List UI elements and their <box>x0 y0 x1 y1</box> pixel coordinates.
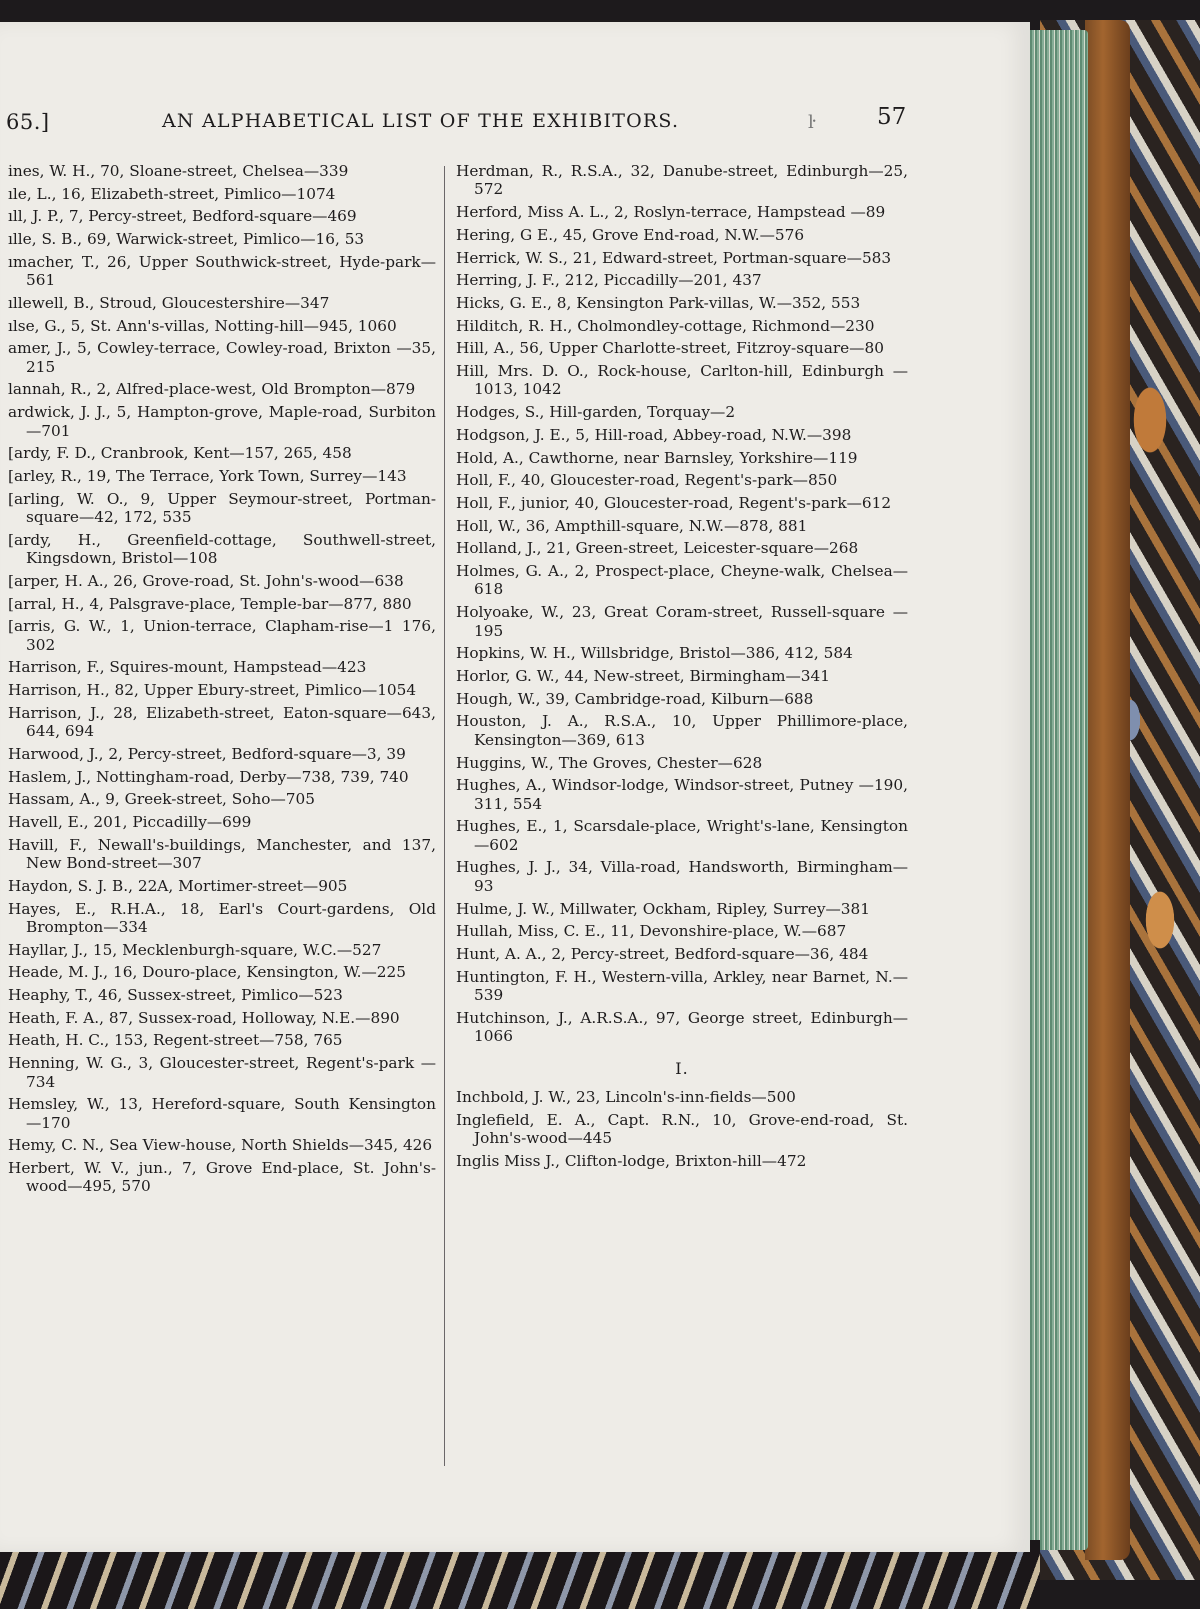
right-column <box>456 162 908 1174</box>
exhibitor-entry: Hughes, E., 1, Scarsdale-place, Wright's-lane, Kensington—602 <box>456 817 908 854</box>
exhibitor-entry: Hulme, J. W., Millwater, Ockham, Ripley, Surrey—381 <box>456 899 870 918</box>
exhibitor-entry: Harrison, J., 28, Elizabeth-street, Eaton-square—643, 644, 694 <box>8 703 436 741</box>
exhibitor-entry: Haslem, J., Nottingham-road, Derby—738, 739, 740 <box>8 767 409 786</box>
exhibitor-entry: Inglis Miss J., Clifton-lodge, Brixton-hill—472 <box>456 1151 807 1170</box>
book-cover-edge <box>1085 20 1130 1560</box>
exhibitor-entry: Horlor, G. W., 44, New-street, Birmingham—341 <box>456 666 830 685</box>
exhibitor-entry: Hullah, Miss, C. E., 11, Devonshire-place, W.—687 <box>456 922 847 941</box>
exhibitor-entry: Heath, H. C., 153, Regent-street—758, 765 <box>8 1031 343 1050</box>
exhibitor-entry: Inglefield, E. A., Capt. R.N., 10, Grove-end-road, St. John's-wood—445 <box>456 1110 908 1148</box>
exhibitor-entry: Herring, J. F., 212, Piccadilly—201, 437 <box>456 271 762 290</box>
exhibitor-entry: Holl, F., 40, Gloucester-road, Regent's-park—850 <box>456 471 838 490</box>
exhibitor-entry: [ardy, F. D., Cranbrook, Kent—157, 265, 458 <box>8 444 352 463</box>
exhibitor-entry: Huggins, W., The Groves, Chester—628 <box>456 753 763 772</box>
exhibitor-entry: Hayllar, J., 15, Mecklenburgh-square, W.C.—527 <box>8 940 382 959</box>
exhibitor-entry: Hodges, S., Hill-garden, Torquay—2 <box>456 403 736 422</box>
exhibitor-entry: ıllewell, B., Stroud, Gloucestershire—347 <box>8 293 330 312</box>
exhibitor-entry: Hopkins, W. H., Willsbridge, Bristol—386, 412, 584 <box>456 644 853 663</box>
exhibitor-entry: Hill, A., 56, Upper Charlotte-street, Fitzroy-square—80 <box>456 339 884 358</box>
exhibitor-entry: Haydon, S. J. B., 22A, Mortimer-street—905 <box>8 876 348 895</box>
exhibitor-entry: Hutchinson, J., A.R.S.A., 97, George street, Edinburgh—1066 <box>456 1008 908 1046</box>
header-left-number: 65.] <box>6 110 50 134</box>
exhibitor-entry: Hunt, A. A., 2, Percy-street, Bedford-square—36, 484 <box>456 944 869 963</box>
exhibitor-entry: Herbert, W. V., jun., 7, Grove End-place, St. John's-wood—495, 570 <box>8 1159 436 1196</box>
exhibitor-entry: amer, J., 5, Cowley-terrace, Cowley-road, Brixton —35, 215 <box>8 339 436 376</box>
exhibitor-entry: Houston, J. A., R.S.A., 10, Upper Phillimore-place, Kensington—369, 613 <box>456 712 908 749</box>
exhibitor-entry: Havell, E., 201, Piccadilly—699 <box>8 813 252 832</box>
exhibitor-entry: [ardy, H., Greenfield-cottage, Southwell-street, Kingsdown, Bristol—108 <box>8 530 436 568</box>
exhibitor-entry: Hill, Mrs. D. O., Rock-house, Carlton-hill, Edinburgh —1013, 1042 <box>456 362 908 399</box>
exhibitor-entry: ılse, G., 5, St. Ann's-villas, Notting-hill—945, 1060 <box>8 316 397 335</box>
exhibitor-entry: [arral, H., 4, Palsgrave-place, Temple-bar—877, 880 <box>8 594 412 613</box>
exhibitor-entry: ardwick, J. J., 5, Hampton-grove, Maple-road, Surbiton—701 <box>8 403 436 440</box>
exhibitor-entry: Harwood, J., 2, Percy-street, Bedford-square—3, 39 <box>8 744 406 763</box>
exhibitor-entry: Hughes, J. J., 34, Villa-road, Handsworth, Birmingham—93 <box>456 858 908 895</box>
exhibitor-entry: Hemsley, W., 13, Hereford-square, South Kensington —170 <box>8 1095 436 1132</box>
exhibitor-entry: Inchbold, J. W., 23, Lincoln's-inn-fields—500 <box>456 1087 796 1106</box>
exhibitor-entry: Holl, W., 36, Ampthill-square, N.W.—878, 881 <box>456 516 808 535</box>
exhibitor-entry: Holyoake, W., 23, Great Coram-street, Russell-square —195 <box>456 603 908 640</box>
exhibitor-entry: ılle, S. B., 69, Warwick-street, Pimlico—16, 53 <box>8 230 365 249</box>
exhibitor-entry: Herdman, R., R.S.A., 32, Danube-street, Edinburgh—25, 572 <box>456 162 908 199</box>
exhibitor-entry: ines, W. H., 70, Sloane-street, Chelsea—339 <box>8 162 349 180</box>
exhibitor-entry: Hough, W., 39, Cambridge-road, Kilburn—688 <box>456 689 814 708</box>
exhibitor-entry: Hodgson, J. E., 5, Hill-road, Abbey-road, N.W.—398 <box>456 425 852 444</box>
exhibitor-entry: Heath, F. A., 87, Sussex-road, Holloway, N.E.—890 <box>8 1008 400 1027</box>
exhibitor-entry: ıle, L., 16, Elizabeth-street, Pimlico—1074 <box>8 184 336 203</box>
exhibitor-entry: Holl, F., junior, 40, Gloucester-road, Regent's-park—612 <box>456 493 892 512</box>
exhibitor-entry: Havill, F., Newall's-buildings, Manchester, and 137, New Bond-street—307 <box>8 835 436 873</box>
exhibitor-entry: Huntington, F. H., Western-villa, Arkley, near Barnet, N.—539 <box>456 967 908 1005</box>
exhibitor-entry: Hughes, A., Windsor-lodge, Windsor-street, Putney —190, 311, 554 <box>456 776 908 813</box>
left-column <box>8 162 436 1200</box>
exhibitor-entry: Harrison, H., 82, Upper Ebury-street, Pimlico—1054 <box>8 681 417 700</box>
exhibitor-entry: Hilditch, R. H., Cholmondley-cottage, Richmond—230 <box>456 316 875 335</box>
page-fore-edge <box>1030 30 1088 1550</box>
running-title: AN ALPHABETICAL LIST OF THE EXHIBITORS. <box>162 110 680 132</box>
page-number: 57 <box>877 104 907 130</box>
section-heading-i: I. <box>675 1058 689 1078</box>
column-divider <box>444 166 445 1466</box>
exhibitor-entry: lannah, R., 2, Alfred-place-west, Old Brompton—879 <box>8 380 416 399</box>
exhibitor-entry: Hold, A., Cawthorne, near Barnsley, Yorkshire—119 <box>456 448 858 467</box>
exhibitor-entry: ıll, J. P., 7, Percy-street, Bedford-square—469 <box>8 207 357 226</box>
exhibitor-entry: Holmes, G. A., 2, Prospect-place, Cheyne-walk, Chelsea—618 <box>456 562 908 599</box>
exhibitor-entry: Herrick, W. S., 21, Edward-street, Portman-square—583 <box>456 248 892 267</box>
book-page <box>0 22 1030 1552</box>
exhibitor-entry: Hayes, E., R.H.A., 18, Earl's Court-gardens, Old Brompton—334 <box>8 899 436 936</box>
page-header <box>0 104 1030 150</box>
exhibitor-entry: Harrison, F., Squires-mount, Hampstead—423 <box>8 658 367 677</box>
exhibitor-entry: [arris, G. W., 1, Union-terrace, Clapham-rise—1 176, 302 <box>8 617 436 654</box>
exhibitor-entry: Hemy, C. N., Sea View-house, North Shields—345, 426 <box>8 1136 433 1155</box>
exhibitor-entry: Heaphy, T., 46, Sussex-street, Pimlico—523 <box>8 986 343 1005</box>
section-i-entries <box>456 1088 908 1170</box>
exhibitor-entry: Hassam, A., 9, Greek-street, Soho—705 <box>8 790 315 809</box>
exhibitor-entry: Heade, M. J., 16, Douro-place, Kensington, W.—225 <box>8 963 407 982</box>
exhibitor-entry: Herford, Miss A. L., 2, Roslyn-terrace, Hampstead —89 <box>456 203 886 222</box>
exhibitor-entry: Hicks, G. E., 8, Kensington Park-villas, W.—352, 553 <box>456 293 861 312</box>
exhibitor-entry: Holland, J., 21, Green-street, Leicester-square—268 <box>456 539 859 558</box>
exhibitor-entry: [arper, H. A., 26, Grove-road, St. John's-wood—638 <box>8 571 404 590</box>
exhibitor-entry: [arling, W. O., 9, Upper Seymour-street, Portman-square—42, 172, 535 <box>8 489 436 527</box>
exhibitor-entry: Hering, G E., 45, Grove End-road, N.W.—576 <box>456 225 805 244</box>
exhibitor-entry: [arley, R., 19, The Terrace, York Town, Surrey—143 <box>8 466 407 485</box>
exhibitor-entry: Henning, W. G., 3, Gloucester-street, Regent's-park —734 <box>8 1054 436 1091</box>
header-mark: ŀ <box>808 112 814 133</box>
exhibitor-entry: ımacher, T., 26, Upper Southwick-street, Hyde-park—561 <box>8 252 436 290</box>
right-column-entries <box>456 162 908 1046</box>
